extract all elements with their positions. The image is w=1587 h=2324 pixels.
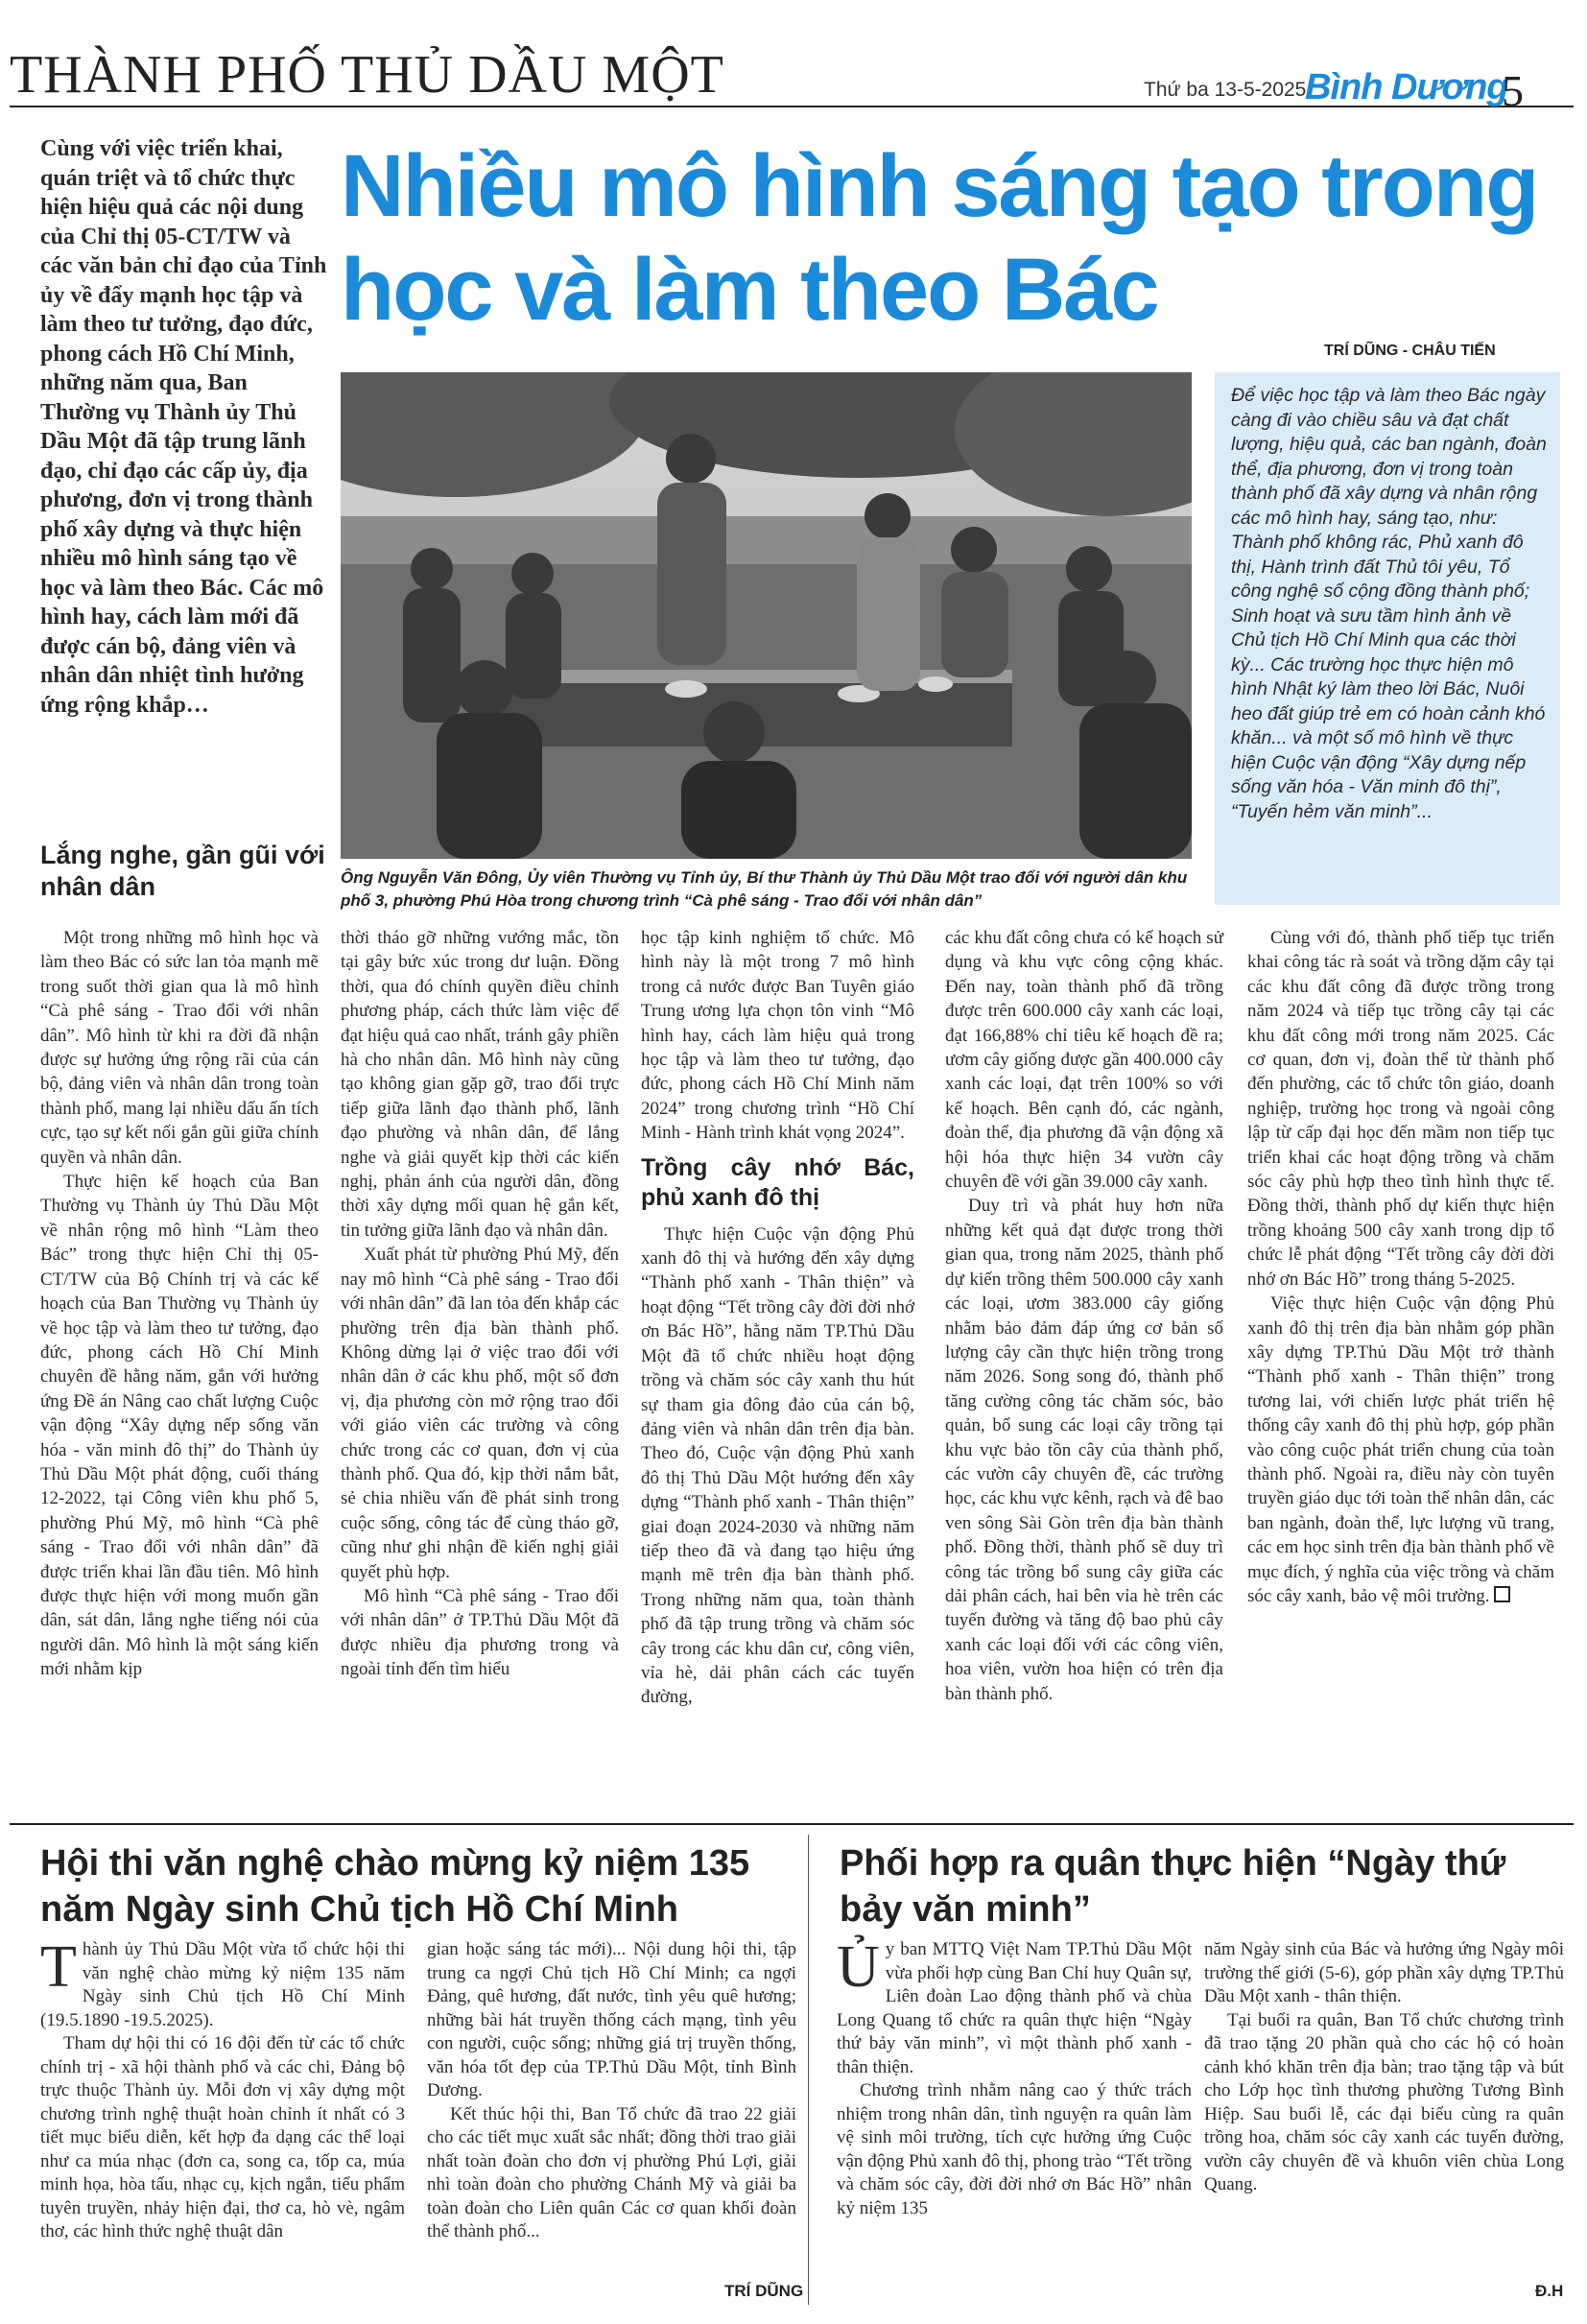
article2-title: Hội thi văn nghệ chào mừng kỷ niệm 135 năm Ngày sinh Chủ tịch Hồ Chí Minh <box>40 1843 750 1930</box>
body-column-3 <box>641 926 914 1710</box>
article3-title: Phối hợp ra quân thực hiện “Ngày thứ bảy văn minh” <box>840 1843 1506 1930</box>
section-title: THÀNH PHỐ THỦ DẦU MỘT <box>10 45 724 105</box>
article2-column-1 <box>40 1934 405 2244</box>
body-column-1 <box>40 926 319 1682</box>
article3-author: Đ.H <box>1535 2282 1564 2300</box>
drop-cap: T <box>40 1934 77 2000</box>
paragraph: Xuất phát từ phường Phú Mỹ, đến nay mô hình “Cà phê sáng - Trao đổi với nhân dân” đã lan tỏa đến khắp các phường trên địa bàn thành phố. Không dừng lại ở việc trao đổi với nhân dân ở các khu phố, một số đơn vị, địa phương còn mở rộng trao đổi với giáo viên các trường và công chức trong các cơ quan, đơn vị của thành phố. Qua đó, kịp thời nắm bắt, sẻ chia nhiều vấn đề phát sinh trong cuộc sống, công tác để cùng tháo gỡ, cũng như ghi nhận đề kiến nghị giải quyết phù hợp. <box>341 1245 619 1582</box>
end-mark-icon <box>1494 1586 1510 1602</box>
page-number: 5 <box>1502 66 1524 115</box>
paragraph <box>40 1934 405 2032</box>
article3-column-2 <box>1204 1938 1564 2197</box>
byline: TRÍ DŨNG - CHÂU TIẾN <box>1324 343 1496 359</box>
body-column-2 <box>341 926 619 1682</box>
paragraph-text: y ban MTTQ Việt Nam TP.Thủ Dầu Một vừa phối hợp cùng Ban Chỉ huy Quân sự, Liên đoàn Lao động thành phố và chùa Long Quang tổ chức ra quân thực hiện “Ngày thứ bảy văn minh”, vì một thành phố xanh - thân thiện. <box>837 1939 1192 2077</box>
photo-caption: Ông Nguyễn Văn Đông, Ủy viên Thường vụ Tỉnh ủy, Bí thư Thành ủy Thủ Dầu Một trao đổi với người dân khu phố 3, phường Phú Hòa trong chương trình “Cà phê sáng - Trao đổi với nhân dân” <box>341 868 1188 910</box>
paragraph: các khu đất công chưa có kế hoạch sử dụng và khu vực công cộng khác. Đến nay, toàn thành phố đã trồng được trên 600.000 cây xanh các loại, đạt 166,88% chỉ tiêu kế hoạch đề ra; ươm cây giống được gần 400.000 cây xanh các loại, đạt trên 100% so với kế hoạch. Bên cạnh đó, các ngành, đoàn thể, địa phương đã vận động xã hội hóa thực hiện 34 vườn cây chuyên đề với gần 39.000 cây xanh. <box>945 928 1223 1193</box>
paragraph: Duy trì và phát huy hơn nữa những kết quả đạt được trong thời gian qua, trong năm 2025, thành phố dự kiến trồng thêm 500.000 cây xanh các loại, ươm 383.000 cây giống nhằm bảo đảm đáp ứng cơ bản số lượng cây cần thực hiện trồng trong năm 2026. Song song đó, thành phố tăng cường công tác chăm sóc, bảo quản, bổ sung các loại cây trồng tại khu vực bảo tồn cây của thành phố, các vườn cây chuyên đề, các trường học, các khu vực kênh, rạch và đê bao ven sông Sài Gòn trên địa bàn thành phố. Đồng thời, thành phố sẽ duy trì công tác trồng bổ sung cây giữa các dải phân cách, hai bên vỉa hè trên các tuyến đường và tăng độ bao phủ cây xanh các loại đối với các công viên, hoa viên, vườn hoa hiện có trên địa bàn thành phố. <box>945 1196 1223 1704</box>
paragraph-text: Việc thực hiện Cuộc vận động Phủ xanh đô thị trên địa bàn nhằm góp phần xây dựng TP.Thủ Dầu Một trở thành “Thành phố xanh - Thân thiện” trong tương lai, với chiến lược phát triển hệ thống cây xanh đô thị phù hợp, góp phần vào công cuộc phát triển chung của toàn thành phố. Ngoài ra, điều này còn tuyên truyền giáo dục tới toàn thể nhân dân, các ban ngành, đoàn thể, lực lượng vũ trang, các em học sinh trên địa bàn thành phố về mục đích, ý nghĩa của việc trồng và chăm sóc cây xanh, bảo vệ môi trường. <box>1247 1293 1554 1606</box>
paragraph: học tập kinh nghiệm tổ chức. Mô hình này là một trong 7 mô hình trong cả nước được Ban Tuyên giáo Trung ương lựa chọn tôn vinh “Mô hình hay, cách làm hiệu quả trong học tập và làm theo tư tưởng, đạo đức, phong cách Hồ Chí Minh năm 2024” trong chương trình “Hồ Chí Minh - Hành trình khát vọng 2024”. <box>641 928 914 1144</box>
paragraph: Kết thúc hội thi, Ban Tổ chức đã trao 22 giải cho các tiết mục xuất sắc nhất; đồng thời trao giải nhất toàn đoàn cho đơn vị phường Phú Lợi, giải nhì toàn đoàn cho phường Chánh Mỹ và giải ba toàn đoàn cho Liên quân Các cơ quan khối đoàn thể thành phố... <box>427 2103 796 2241</box>
drop-cap: Ủ <box>837 1934 880 2000</box>
article-photo <box>341 372 1192 859</box>
newspaper-logo: Bình Dương <box>1305 67 1508 107</box>
article-lead: Cùng với việc triển khai, quán triệt và tổ chức thực hiện hiệu quả các nội dung của Chỉ thị 05-CT/TW và các văn bản chỉ đạo của Tỉnh ủy về đẩy mạnh học tập và làm theo tư tưởng, đạo đức, phong cách Hồ Chí Minh, những năm qua, Ban Thường vụ Thành ủy Thủ Dầu Một đã tập trung lãnh đạo, chỉ đạo các cấp ủy, địa phương, đơn vị trong thành phố xây dựng và thực hiện nhiều mô hình sáng tạo về học và làm theo Bác. Các mô hình hay, cách làm mới đã được cán bộ, đảng viên và nhân dân nhiệt tình hưởng ứng rộng khắp… <box>40 136 327 718</box>
paragraph: Thực hiện kế hoạch của Ban Thường vụ Thành ủy Thủ Dầu Một về nhân rộng mô hình “Làm theo Bác” trong thực hiện Chỉ thị 05-CT/TW của Bộ Chính trị và các kế hoạch của Ban Thường vụ Thành ủy về học tập và làm theo tư tưởng, đạo đức, phong cách Hồ Chí Minh chuyên đề hằng năm, gắn với hưởng ứng Đề án Nâng cao chất lượng Cuộc vận động “Xây dựng nếp sống văn hóa - văn minh đô thị” do Thành ủy Thủ Dầu Một phát động, cuối tháng 12-2022, tại Công viên khu phố 5, phường Phú Mỹ, mô hình “Cà phê sáng - Trao đổi với nhân dân” đã được triển khai lần đầu tiên. Mô hình được thực hiện với mong muốn gần dân, sát dân, lắng nghe tiếng nói của người dân. Mô hình là một sáng kiến mới nhằm kịp <box>40 1172 319 1680</box>
paragraph: Mô hình “Cà phê sáng - Trao đổi với nhân dân” ở TP.Thủ Dầu Một đã được nhiều địa phương trong và ngoài tỉnh đến tìm hiểu <box>341 1585 619 1680</box>
body-column-5 <box>1247 926 1554 1608</box>
article3-column-1 <box>837 1934 1192 2220</box>
paragraph: Thực hiện Cuộc vận động Phủ xanh đô thị và hướng đến xây dựng “Thành phố xanh - Thân thiện” và hoạt động “Tết trồng cây đời đời nhớ ơn Bác Hồ”, hằng năm TP.Thủ Dầu Một đã tổ chức nhiều hoạt động trồng và chăm sóc cây xanh thu hút sự tham gia đông đảo của cán bộ, đảng viên và nhân dân trên địa bàn. Theo đó, Cuộc vận động Phủ xanh đô thị Thủ Dầu Một hướng đến xây dựng “Thành phố xanh - Thân thiện” giai đoạn 2024-2030 và những năm tiếp theo đã và đang tạo hiệu ứng mạnh mẽ trên địa bàn thành phố. Trong những năm qua, toàn thành phố đã tập trung trồng và chăm sóc cây trong các khu dân cư, công viên, vỉa hè, dải phân cách các tuyến đường, <box>641 1223 914 1708</box>
photo-illustration <box>341 372 1192 859</box>
main-headline: Nhiều mô hình sáng tạo trong học và làm theo Bác <box>341 137 1538 339</box>
sapo-text: Để việc học tập và làm theo Bác ngày càng đi vào chiều sâu và đạt chất lượng, hiệu quả, các ban ngành, đoàn thể, địa phương, đơn vị trong toàn thành phố đã xây dựng và nhân rộng các mô hình hay, sáng tạo, như: Thành phố không rác, Phủ xanh đô thị, Hành trình đất Thủ tôi yêu, Tổ công nghệ số cộng đồng thành phố; Sinh hoạt và sưu tầm hình ảnh về Chủ tịch Hồ Chí Minh qua các thời kỳ... Các trường học thực hiện mô hình Nhật ký làm theo lời Bác, Nuôi heo đất giúp trẻ em có hoàn cảnh khó khăn... và một số mô hình về thực hiện Cuộc vận động “Xây dựng nếp sống văn hóa - Văn minh đô thị”, “Tuyến hẻm văn minh”... <box>1231 385 1547 822</box>
paragraph <box>1247 1292 1554 1608</box>
issue-date: Thứ ba 13-5-2025 <box>1144 79 1307 101</box>
article2-author: TRÍ DŨNG <box>724 2282 804 2300</box>
body-column-4 <box>945 926 1223 1706</box>
subheading-listen: Lắng nghe, gần gũi với nhân dân <box>40 841 325 901</box>
paragraph: Chương trình nhằm nâng cao ý thức trách nhiệm trong nhân dân, tình nguyện ra quân làm vệ sinh môi trường, tích cực hưởng ứng Cuộc vận động Phủ xanh đô thị, phong trào “Tết trồng và chăm sóc cây, đời đời nhớ ơn Bác Hồ” nhân kỷ niệm 135 <box>837 2080 1192 2218</box>
section-divider <box>10 1823 1574 1825</box>
paragraph: Tham dự hội thi có 16 đội đến từ các tổ chức chính trị - xã hội thành phố và các chi, Đảng bộ trực thuộc Thành ủy. Mỗi đơn vị xây dựng một chương trình nghệ thuật hoàn chỉnh ít nhất có 3 tiết mục biểu diễn, kết hợp đa dạng các thể loại như ca múa nhạc (đơn ca, song ca, tốp ca, múa minh họa, hòa tấu, nhạc cụ, kịch ngắn, tiểu phẩm tuyên truyền, nhảy hiện đại, thơ ca, hò vè, ngâm thơ, các hình thức nghệ thuật dân <box>40 2033 405 2241</box>
masthead <box>10 10 1574 115</box>
paragraph: Tại buổi ra quân, Ban Tổ chức chương trình đã trao tặng 20 phần quà cho các hộ có hoàn cảnh khó khăn trên địa bàn; trao tặng tập và bút cho Lớp học tình thương phường Tương Bình Hiệp. Sau buổi lễ, các đại biểu cùng ra quân trồng hoa, chăm sóc cây xanh các tuyến đường, vườn cây chuyên đề và khuôn viên chùa Long Quang. <box>1204 2009 1564 2194</box>
article2-column-2 <box>427 1938 796 2244</box>
paragraph: Cùng với đó, thành phố tiếp tục triển khai công tác rà soát và trồng dặm cây tại các khu đất công đã được trồng trong năm 2024 và tiếp tục trồng cây tại các khu đất công mới trong năm 2025. Các cơ quan, đơn vị, đoàn thể từ thành phố đến phường, các tổ chức tôn giáo, doanh nghiệp, trường học trong và ngoài công lập từ cấp đại học đến mầm non tiếp tục triển khai các hoạt động trồng và chăm sóc cây phù hợp theo tình hình thực tế. Đồng thời, thành phố dự kiến thực hiện trồng khoảng 500 cây xanh trong dịp tổ chức lễ phát động “Tết trồng cây đời đời nhớ ơn Bác Hồ” trong tháng 5-2025. <box>1247 928 1554 1290</box>
column-divider <box>808 1835 809 2305</box>
paragraph: Một trong những mô hình học và làm theo Bác có sức lan tỏa mạnh mẽ trong suốt thời gian qua là mô hình “Cà phê sáng - Trao đổi với nhân dân”. Mô hình từ khi ra đời đã nhận được sự hưởng ứng rộng rãi của cán bộ, đảng viên và nhân dân trong toàn thành phố, mang lại nhiều dấu ấn tích cực, tạo sự kết nối gắn gũi giữa chính quyền và nhân dân. <box>40 928 319 1168</box>
paragraph: năm Ngày sinh của Bác và hưởng ứng Ngày môi trường thế giới (5-6), góp phần xây dựng TP.Thủ Dầu Một xanh - thân thiện. <box>1204 1939 1564 2006</box>
paragraph: gian hoặc sáng tác mới)... Nội dung hội thi, tập trung ca ngợi Chủ tịch Hồ Chí Minh; ca ngợi Đảng, quê hương, đất nước, tình yêu quê hương; những bài hát truyền thống cách mạng, tình yêu con người, cuộc sống; những giá trị truyền thống, văn hóa tốt đẹp của TP.Thủ Dầu Một, tỉnh Bình Dương. <box>427 1939 796 2100</box>
paragraph: thời tháo gỡ những vướng mắc, tồn tại gây bức xúc trong dư luận. Đồng thời, qua đó chính quyền điều chỉnh phương pháp, cách thức làm việc để đạt hiệu quả cao nhất, tránh gây phiền hà cho nhân dân. Mô hình này cũng tạo không gian gặp gỡ, trao đổi trực tiếp giữa lãnh đạo thành phố, lãnh đạo phường và nhân dân, để lắng nghe và giải quyết kịp thời các kiến nghị, phản ánh của người dân, đồng thời xây dựng mối quan hệ gắn kết, tin tưởng giữa lãnh đạo và nhân dân. <box>341 928 619 1241</box>
paragraph <box>837 1934 1192 2079</box>
paragraph-text: hành ủy Thủ Dầu Một vừa tổ chức hội thi văn nghệ chào mừng kỷ niệm 135 năm Ngày sinh Chủ tịch Hồ Chí Minh (19.5.1890 -19.5.2025). <box>40 1939 405 2030</box>
subheading-trees: Trồng cây nhớ Bác, phủ xanh đô thị <box>641 1153 914 1211</box>
